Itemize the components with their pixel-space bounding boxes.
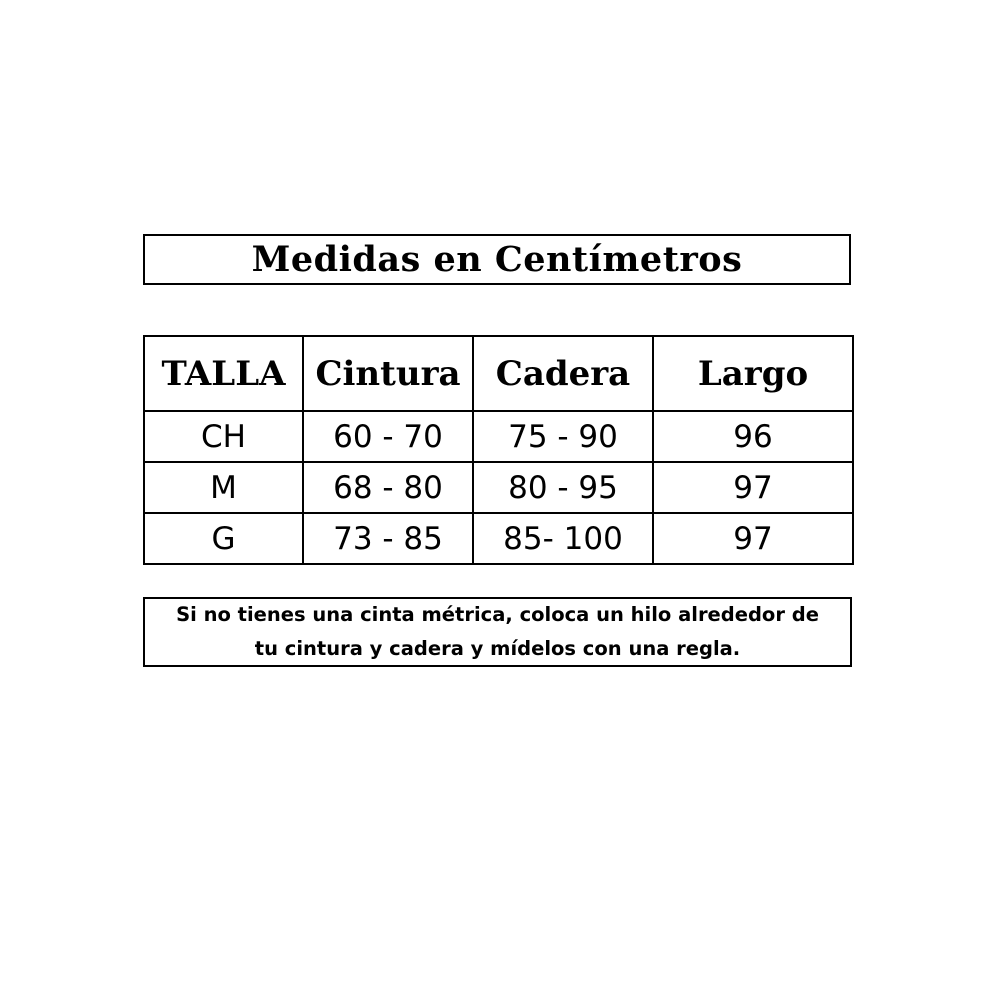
cell-cintura: 68 - 80	[303, 462, 473, 513]
size-table	[143, 335, 854, 565]
table-header-row	[144, 336, 853, 411]
cell-talla: CH	[144, 411, 303, 462]
cell-cintura: 73 - 85	[303, 513, 473, 564]
cell-cintura: 60 - 70	[303, 411, 473, 462]
cell-largo: 96	[653, 411, 853, 462]
header-largo: Largo	[653, 336, 853, 411]
page-title: Medidas en Centímetros	[143, 234, 851, 285]
measurement-note	[143, 597, 852, 667]
table-row	[144, 513, 853, 564]
cell-cadera: 75 - 90	[473, 411, 653, 462]
cell-talla: G	[144, 513, 303, 564]
cell-cadera: 80 - 95	[473, 462, 653, 513]
cell-largo: 97	[653, 513, 853, 564]
header-cadera: Cadera	[473, 336, 653, 411]
cell-largo: 97	[653, 462, 853, 513]
header-cintura: Cintura	[303, 336, 473, 411]
table-row	[144, 462, 853, 513]
cell-talla: M	[144, 462, 303, 513]
measurement-note-text: Si no tienes una cinta métrica, coloca un hilo alrededor de tu cintura y cadera y mídelos con una regla.	[176, 603, 819, 660]
header-talla: TALLA	[144, 336, 303, 411]
cell-cadera: 85- 100	[473, 513, 653, 564]
table-row	[144, 411, 853, 462]
